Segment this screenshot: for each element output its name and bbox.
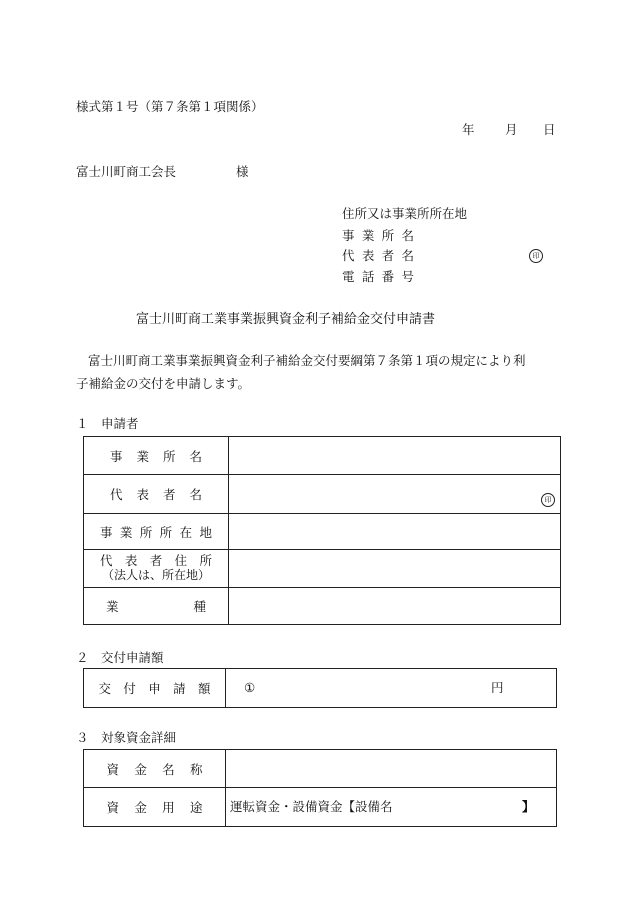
- label-char: 事: [342, 228, 355, 243]
- fund-table: [83, 749, 557, 827]
- label-char: 表: [361, 248, 375, 263]
- applicant-table: [83, 436, 561, 625]
- representative-name-cell[interactable]: [229, 475, 561, 514]
- label-char: 資: [106, 761, 120, 777]
- label-subtext: （法人は、所在地）: [101, 567, 210, 582]
- table-row: [84, 437, 561, 475]
- label-char: 所: [381, 228, 395, 243]
- business-name-label: [342, 230, 414, 243]
- table-row: [84, 588, 561, 625]
- label-text: [107, 760, 203, 778]
- label-char: 請: [173, 681, 186, 696]
- label-char: 名: [189, 487, 202, 502]
- business-name-label-text: [342, 230, 414, 243]
- label-char: 名: [401, 228, 414, 243]
- label-char: 住: [174, 553, 188, 569]
- addressee-honorific: 様: [236, 164, 249, 179]
- label-char: 所: [139, 524, 153, 540]
- label-char: 金: [134, 800, 147, 815]
- label-char: 付: [123, 681, 136, 696]
- representative-address-cell[interactable]: [229, 550, 561, 588]
- label-char: 名: [162, 761, 175, 777]
- label-char: 名: [401, 248, 414, 263]
- label-text: [110, 485, 202, 503]
- row-label: [84, 750, 226, 788]
- seal-icon: 印: [529, 249, 543, 263]
- label-char: 者: [162, 487, 176, 502]
- label-char: 事: [100, 524, 113, 540]
- row-label: [84, 437, 229, 475]
- industry-cell[interactable]: [229, 588, 561, 625]
- label-text: [100, 523, 212, 541]
- label-char: 事: [110, 448, 123, 464]
- representative-label-text: [342, 250, 414, 263]
- row-label: [84, 475, 229, 514]
- label-text: [99, 679, 211, 697]
- table-row: [84, 475, 561, 514]
- label-char: 金: [134, 761, 147, 777]
- row-label: [84, 788, 226, 827]
- label-char: 途: [189, 800, 203, 815]
- amount-unit: 円: [491, 680, 504, 695]
- label-char: 電: [342, 269, 355, 284]
- address-label: 住所又は事業所所在地: [342, 206, 468, 221]
- label-char: 代: [342, 248, 355, 263]
- amount-cell[interactable]: [226, 669, 557, 708]
- row-label: [84, 588, 229, 625]
- label-text: [110, 447, 202, 465]
- label-char: 申: [148, 681, 161, 696]
- label-char: 者: [149, 553, 163, 569]
- label-text: [107, 798, 203, 816]
- label-char: 番: [381, 269, 395, 284]
- table-row: [84, 514, 561, 550]
- business-address-cell[interactable]: [229, 514, 561, 550]
- fund-name-cell[interactable]: [226, 750, 557, 788]
- label-char: 表: [124, 553, 138, 569]
- row-label: [84, 514, 229, 550]
- business-name-cell[interactable]: [229, 437, 561, 475]
- table-row: [84, 669, 557, 708]
- table-row: [84, 550, 561, 588]
- label-char: 交: [98, 681, 112, 696]
- label-text: [106, 597, 206, 615]
- label-char: 所: [159, 524, 173, 540]
- seal-icon: 印: [541, 493, 555, 507]
- body-line-2: 子補給金の交付を申請します。: [76, 376, 251, 391]
- label-char: 在: [179, 524, 193, 540]
- label-char: 代: [110, 487, 123, 502]
- label-char: 地: [199, 524, 212, 540]
- label-char: 称: [189, 761, 203, 777]
- section2-heading: ２ 交付申請額: [76, 650, 164, 665]
- label-char: 所: [199, 553, 212, 569]
- label-char: 種: [193, 599, 206, 614]
- label-char: 額: [197, 681, 211, 696]
- form-number: 様式第１号（第７条第１項関係）: [76, 99, 264, 114]
- representative-label: [342, 250, 414, 263]
- table-row: [84, 788, 557, 827]
- label-char: 業: [106, 599, 119, 614]
- phone-label-text: [342, 271, 414, 284]
- label-char: 資: [106, 800, 120, 815]
- label-char: 代: [100, 553, 113, 569]
- fund-usage-text: 運転資金・設備資金【設備名: [230, 799, 393, 814]
- row-label: [84, 669, 226, 708]
- body-line-1: 富士川町商工業事業振興資金利子補給金交付要綱第７条第１項の規定により利: [88, 353, 526, 368]
- label-char: 業: [361, 228, 375, 243]
- label-char: 話: [361, 269, 375, 284]
- addressee-name: 富士川町商工会長: [76, 164, 177, 179]
- date-year: 年: [462, 122, 475, 137]
- table-row: [84, 750, 557, 788]
- label-char: 業: [136, 448, 149, 464]
- document-title: 富士川町商工業事業振興資金利子補給金交付申請書: [136, 312, 436, 327]
- amount-marker: ①: [244, 680, 256, 695]
- fund-usage-close-bracket: 】: [522, 799, 535, 814]
- label-char: 号: [401, 269, 414, 284]
- label-char: 業: [119, 524, 133, 540]
- label-char: 用: [162, 800, 175, 815]
- amount-table: [83, 668, 557, 708]
- date-month: 月: [505, 122, 518, 137]
- section1-heading: １ 申請者: [76, 416, 139, 431]
- fund-usage-cell[interactable]: [226, 788, 557, 827]
- row-label: [84, 550, 229, 588]
- phone-label: [342, 271, 414, 284]
- label-text: [100, 554, 212, 568]
- date-day: 日: [543, 122, 556, 137]
- section3-heading: ３ 対象資金詳細: [76, 730, 177, 745]
- label-char: 表: [136, 487, 149, 502]
- label-char: 所: [162, 448, 176, 464]
- label-char: 者: [381, 248, 395, 263]
- label-char: 名: [189, 448, 202, 464]
